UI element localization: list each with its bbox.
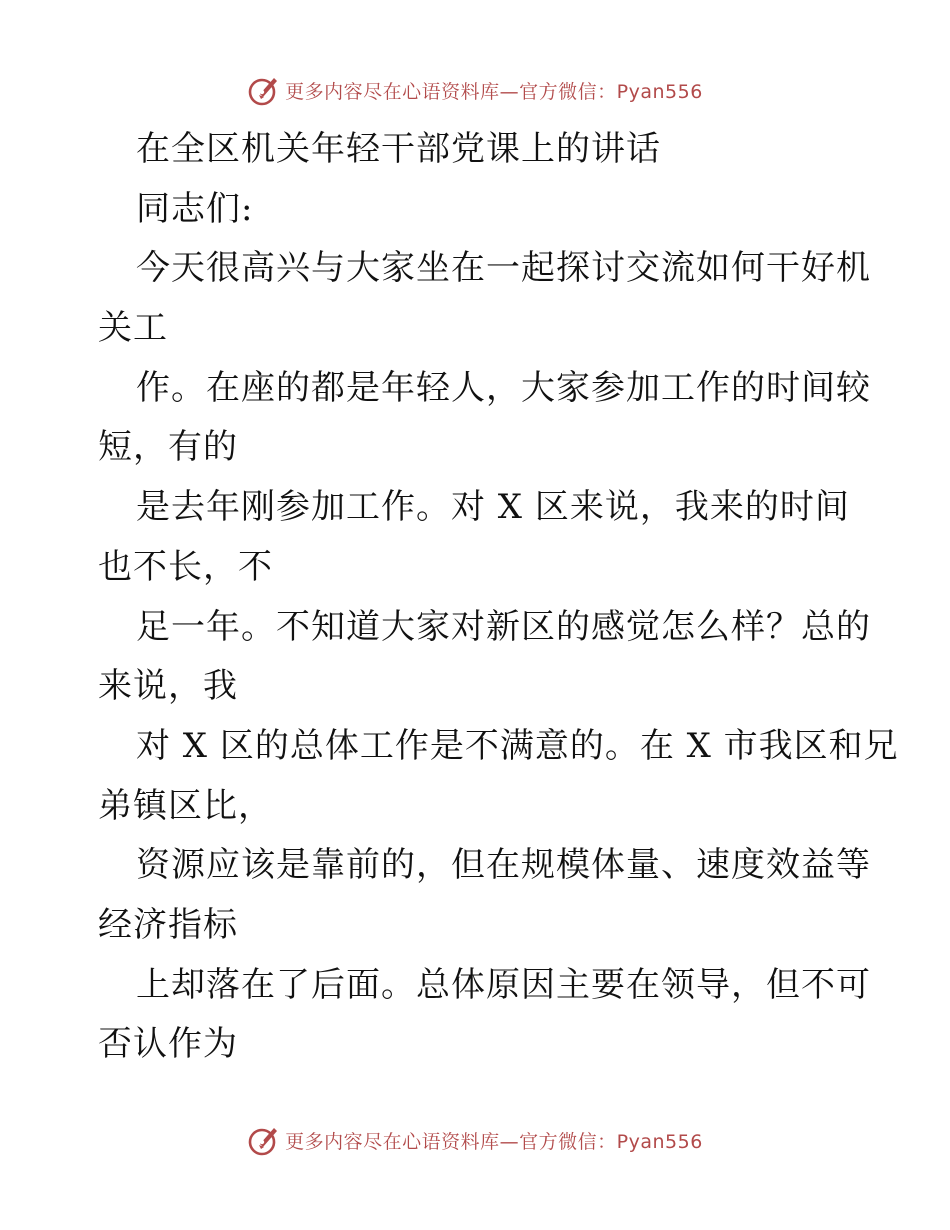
text-line: 经济指标 xyxy=(98,904,238,945)
text-line: 同志们: xyxy=(136,188,254,229)
text-line: 来说，我 xyxy=(98,666,238,707)
text-line: 资源应该是靠前的，但在规模体量、速度效益等 xyxy=(136,845,871,886)
text-line: 关工 xyxy=(98,308,168,349)
text-line: 上却落在了后面。总体原因主要在领导，但不可 xyxy=(136,964,871,1005)
text-line: 是去年刚参加工作。对 X 区来说，我来的时间 xyxy=(136,487,850,528)
watermark-text: 更多内容尽在心语资料库—官方微信：Pyan556 xyxy=(285,1130,703,1153)
text-line: 作。在座的都是年轻人，大家参加工作的时间较 xyxy=(136,367,871,408)
pen-nib-circle-icon xyxy=(247,73,281,107)
text-line: 也不长，不 xyxy=(98,546,273,587)
document-title: 在全区机关年轻干部党课上的讲话 xyxy=(136,129,661,169)
text-line: 短，有的 xyxy=(98,427,238,468)
footer-watermark xyxy=(0,1120,950,1160)
text-line: 弟镇区比， xyxy=(98,785,273,826)
document-body xyxy=(98,120,899,1075)
text-line: 否认作为 xyxy=(98,1024,238,1065)
text-line: 足一年。不知道大家对新区的感觉怎么样？总的 xyxy=(136,606,871,647)
text-line: 今天很高兴与大家坐在一起探讨交流如何干好机 xyxy=(136,248,871,289)
watermark-text: 更多内容尽在心语资料库—官方微信：Pyan556 xyxy=(285,80,703,103)
pen-nib-circle-icon xyxy=(247,1123,281,1157)
text-line: 对 X 区的总体工作是不满意的。在 X 市我区和兄 xyxy=(136,725,899,766)
paragraph-lines xyxy=(98,180,899,1075)
header-watermark xyxy=(0,70,950,110)
